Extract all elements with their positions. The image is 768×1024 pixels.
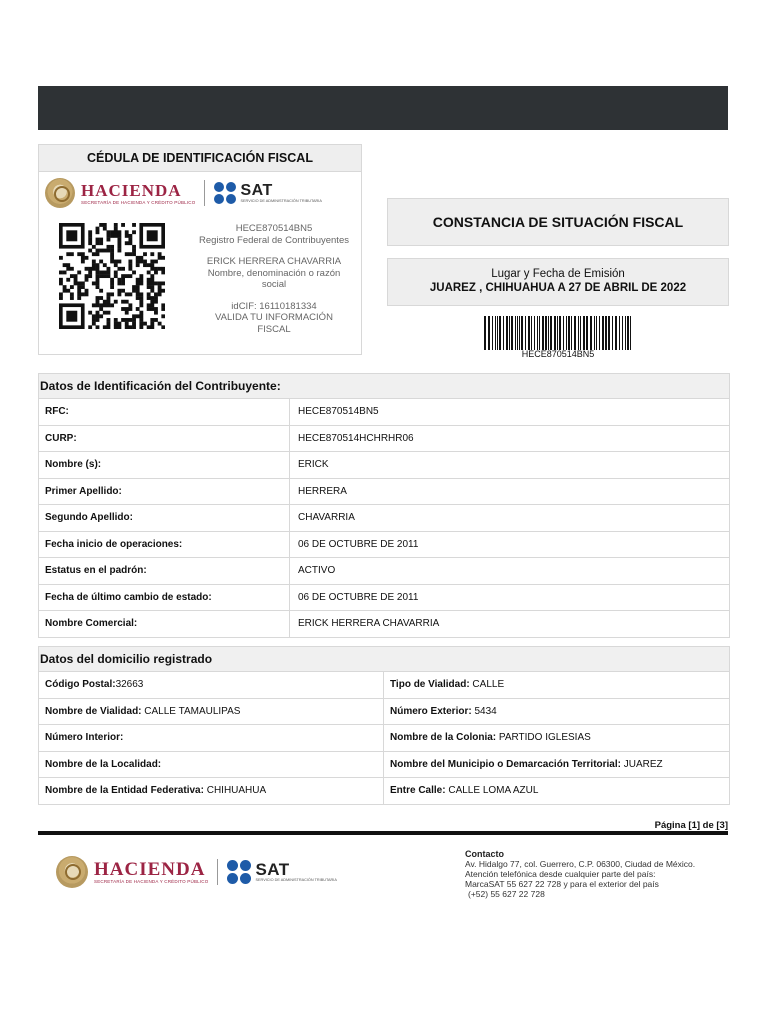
- field-value: CHAVARRIA: [298, 512, 355, 523]
- constancia-title: CONSTANCIA DE SITUACIÓN FISCAL: [387, 198, 729, 246]
- domicilio-heading: Datos del domicilio registrado: [39, 647, 729, 672]
- field-label: Fecha inicio de operaciones:: [39, 532, 290, 558]
- field-value: CALLE TAMAULIPAS: [141, 705, 241, 717]
- domicilio-cell: [39, 672, 384, 698]
- hacienda-name: HACIENDA: [81, 180, 182, 200]
- domicilio-cell: [39, 752, 384, 778]
- domicilio-row: [39, 752, 729, 779]
- barcode: [482, 316, 634, 350]
- field-label: Nombre del Municipio o Demarcación Territorial:: [390, 758, 621, 770]
- field-value: CALLE LOMA AZUL: [445, 785, 539, 796]
- card-info: [199, 223, 349, 335]
- identificacion-row: [39, 479, 729, 506]
- domicilio-cell: [384, 778, 729, 804]
- identificacion-heading: Datos de Identificación del Contribuyente:: [39, 374, 729, 399]
- field-label: Nombre de la Localidad:: [45, 758, 162, 770]
- field-label: Primer Apellido:: [39, 479, 290, 505]
- sat-logo: [214, 182, 321, 204]
- domicilio-cell: [39, 725, 384, 751]
- sat-subtitle: SERVICIO DE ADMINISTRACIÓN TRIBUTARIA: [255, 878, 337, 882]
- domicilio-row: [39, 778, 729, 804]
- card-rfc: HECE870514BN5: [235, 223, 313, 234]
- lugar-fecha-box: [387, 258, 729, 306]
- field-value: HERRERA: [298, 485, 347, 497]
- card-person: ERICK HERRERA CHAVARRIA: [206, 256, 342, 267]
- identificacion-row: [39, 532, 729, 559]
- domicilio-row: [39, 699, 729, 726]
- field-label: Estatus en el padrón:: [39, 558, 290, 584]
- field-value: CHIHUAHUA: [203, 785, 267, 796]
- card-rfc-label: Registro Federal de Contribuyentes: [199, 234, 349, 246]
- field-label: Tipo de Vialidad:: [390, 679, 470, 690]
- barcode-text: HECE870514BN5: [521, 349, 595, 359]
- sat-name: SAT: [240, 182, 273, 199]
- identificacion-section: [38, 373, 730, 638]
- field-label: Nombre Comercial:: [39, 611, 290, 637]
- page-number: Página [1] de [3]: [654, 820, 728, 831]
- domicilio-cell: [39, 778, 384, 804]
- field-label: Entre Calle:: [390, 785, 446, 796]
- identificacion-row: [39, 611, 729, 637]
- field-label: Número Exterior:: [390, 705, 472, 717]
- field-label: Fecha de último cambio de estado:: [39, 585, 290, 611]
- contact-line: Av. Hidalgo 77, col. Guerrero, C.P. 06300, Ciudad de México.: [465, 859, 696, 869]
- sat-logo: [227, 860, 336, 884]
- field-value: PARTIDO IGLESIAS: [496, 732, 591, 743]
- card-title: CÉDULA DE IDENTIFICACIÓN FISCAL: [39, 145, 361, 172]
- hacienda-subtitle: SECRETARÍA DE HACIENDA Y CRÉDITO PÚBLICO: [81, 199, 196, 205]
- identificacion-row: [39, 426, 729, 453]
- identificacion-row: [39, 558, 729, 585]
- field-value: HECE870514HCHRHR06: [298, 432, 414, 444]
- footer-logos: [56, 852, 376, 892]
- field-label: CURP:: [39, 426, 290, 452]
- card-person-label: Nombre, denominación o razón social: [207, 267, 341, 290]
- field-label: Segundo Apellido:: [39, 505, 290, 531]
- hacienda-logo: [81, 182, 195, 205]
- contact-line: MarcaSAT 55 627 22 728 y para el exterior del país: [465, 879, 659, 889]
- field-value: 5434: [471, 705, 497, 717]
- domicilio-section: [38, 646, 730, 805]
- sat-dots-icon: [227, 860, 251, 884]
- card-valida: VALIDA TU INFORMACIÓN FISCAL: [215, 312, 333, 335]
- id-card: [38, 144, 362, 355]
- domicilio-cell: [39, 699, 384, 725]
- hacienda-eagle-icon: [56, 856, 88, 888]
- hacienda-eagle-icon: [45, 178, 75, 208]
- qr-code[interactable]: [59, 223, 165, 329]
- field-value: ERICK: [298, 459, 329, 470]
- identificacion-row: [39, 399, 729, 426]
- field-label: RFC:: [39, 399, 290, 425]
- field-label: Nombre de la Colonia:: [390, 732, 497, 743]
- field-value: ACTIVO: [298, 565, 336, 576]
- card-idcif: idCIF: 16110181334: [231, 300, 317, 312]
- lugar-label: Lugar y Fecha de Emisión: [491, 268, 625, 280]
- field-label: Código Postal:: [45, 679, 116, 690]
- contact-title: Contacto: [465, 849, 504, 859]
- identificacion-row: [39, 585, 729, 612]
- top-bar: [38, 86, 728, 130]
- hacienda-name: HACIENDA: [94, 858, 206, 880]
- domicilio-cell: [384, 752, 729, 778]
- identificacion-row: [39, 505, 729, 532]
- sat-subtitle: SERVICIO DE ADMINISTRACIÓN TRIBUTARIA: [240, 199, 322, 203]
- contact-block: [465, 849, 735, 899]
- field-label: Nombre de la Entidad Federativa:: [45, 785, 204, 796]
- field-value: HECE870514BN5: [298, 406, 379, 417]
- field-value: 06 DE OCTUBRE DE 2011: [298, 538, 419, 550]
- field-value: ERICK HERRERA CHAVARRIA: [298, 618, 440, 629]
- field-label: Nombre de Vialidad:: [45, 705, 142, 717]
- domicilio-cell: [384, 699, 729, 725]
- domicilio-row: [39, 725, 729, 752]
- field-value: JUAREZ: [620, 758, 663, 770]
- field-value: 06 DE OCTUBRE DE 2011: [298, 591, 419, 603]
- footer-rule: [38, 831, 728, 835]
- logo-divider: [217, 859, 218, 885]
- hacienda-logo: [94, 858, 209, 884]
- field-value: CALLE: [469, 679, 505, 690]
- contact-line: (+52) 55 627 22 728: [468, 889, 545, 899]
- field-label: Nombre (s):: [39, 452, 290, 478]
- card-logos: [45, 175, 355, 211]
- domicilio-cell: [384, 725, 729, 751]
- field-value: 32663: [115, 679, 144, 690]
- logo-divider: [204, 180, 205, 206]
- hacienda-subtitle: SECRETARÍA DE HACIENDA Y CRÉDITO PÚBLICO: [94, 878, 209, 884]
- identificacion-row: [39, 452, 729, 479]
- sat-name: SAT: [255, 860, 290, 879]
- contact-line: Atención telefónica desde cualquier parte del país:: [465, 869, 656, 879]
- lugar-value: JUAREZ , CHIHUAHUA A 27 DE ABRIL DE 2022: [429, 282, 687, 294]
- field-label: Número Interior:: [45, 732, 124, 743]
- domicilio-cell: [384, 672, 729, 698]
- domicilio-row: [39, 672, 729, 699]
- sat-dots-icon: [214, 182, 236, 204]
